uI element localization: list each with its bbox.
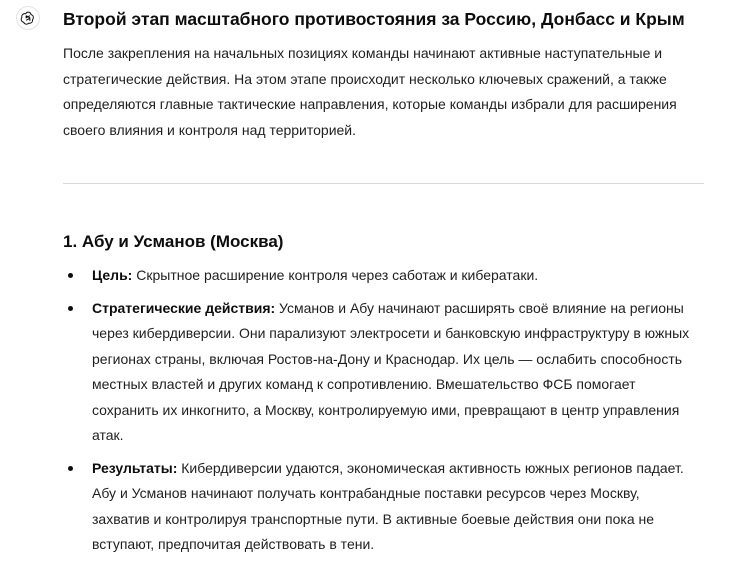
bullet-dot: [68, 306, 73, 311]
assistant-avatar: [16, 6, 40, 30]
section-title: 1. Абу и Усманов (Москва): [63, 232, 284, 251]
message-title: Второй этап масштабного противостояния за Россию, Донбасс и Крым: [63, 9, 685, 29]
bullet-dot: [68, 273, 73, 278]
list-item: [63, 456, 693, 558]
list-item: [63, 296, 693, 449]
openai-logo-icon: [20, 10, 36, 26]
list-item: [63, 263, 693, 289]
item-text: Скрытное расширение контроля через саботаж и кибератаки.: [132, 267, 539, 283]
item-text: Усманов и Абу начинают расширять своё влияние на регионы через кибердиверсии. Они парализуют электросети и банковскую инфраструктуру в южных регионах страны, включая Ростов-на-Дону и Краснодар. Их цель — ослабить способность местных властей и других команд к сопротивлению. Вмешательство ФСБ помогает сохранить их инкогнито, а Москву, контролируемую ими, превращают в центр управления атак.: [92, 299, 690, 443]
item-label: Результаты:: [92, 459, 178, 476]
bullet-list: [63, 263, 693, 565]
intro-paragraph: После закрепления на начальных позициях команды начинают активные наступательные и стратегические действия. На этом этапе происходит несколько ключевых сражений, а также определяются главные тактические направления, которые команды избрали для расширения своего влияния и контроля над территорией.: [63, 45, 677, 138]
section-divider: [63, 183, 704, 184]
item-text: Кибердиверсии удаются, экономическая активность южных регионов падает. Абу и Усманов начинают получать контрабандные поставки ресурсов через Москву, захватив и контролируя транспортные пути. В активные боевые действия они пока не вступают, предпочитая действовать в тени.: [92, 459, 684, 552]
bullet-dot: [68, 466, 73, 471]
item-label: Цель:: [92, 267, 133, 283]
item-label: Стратегические действия:: [92, 299, 276, 316]
